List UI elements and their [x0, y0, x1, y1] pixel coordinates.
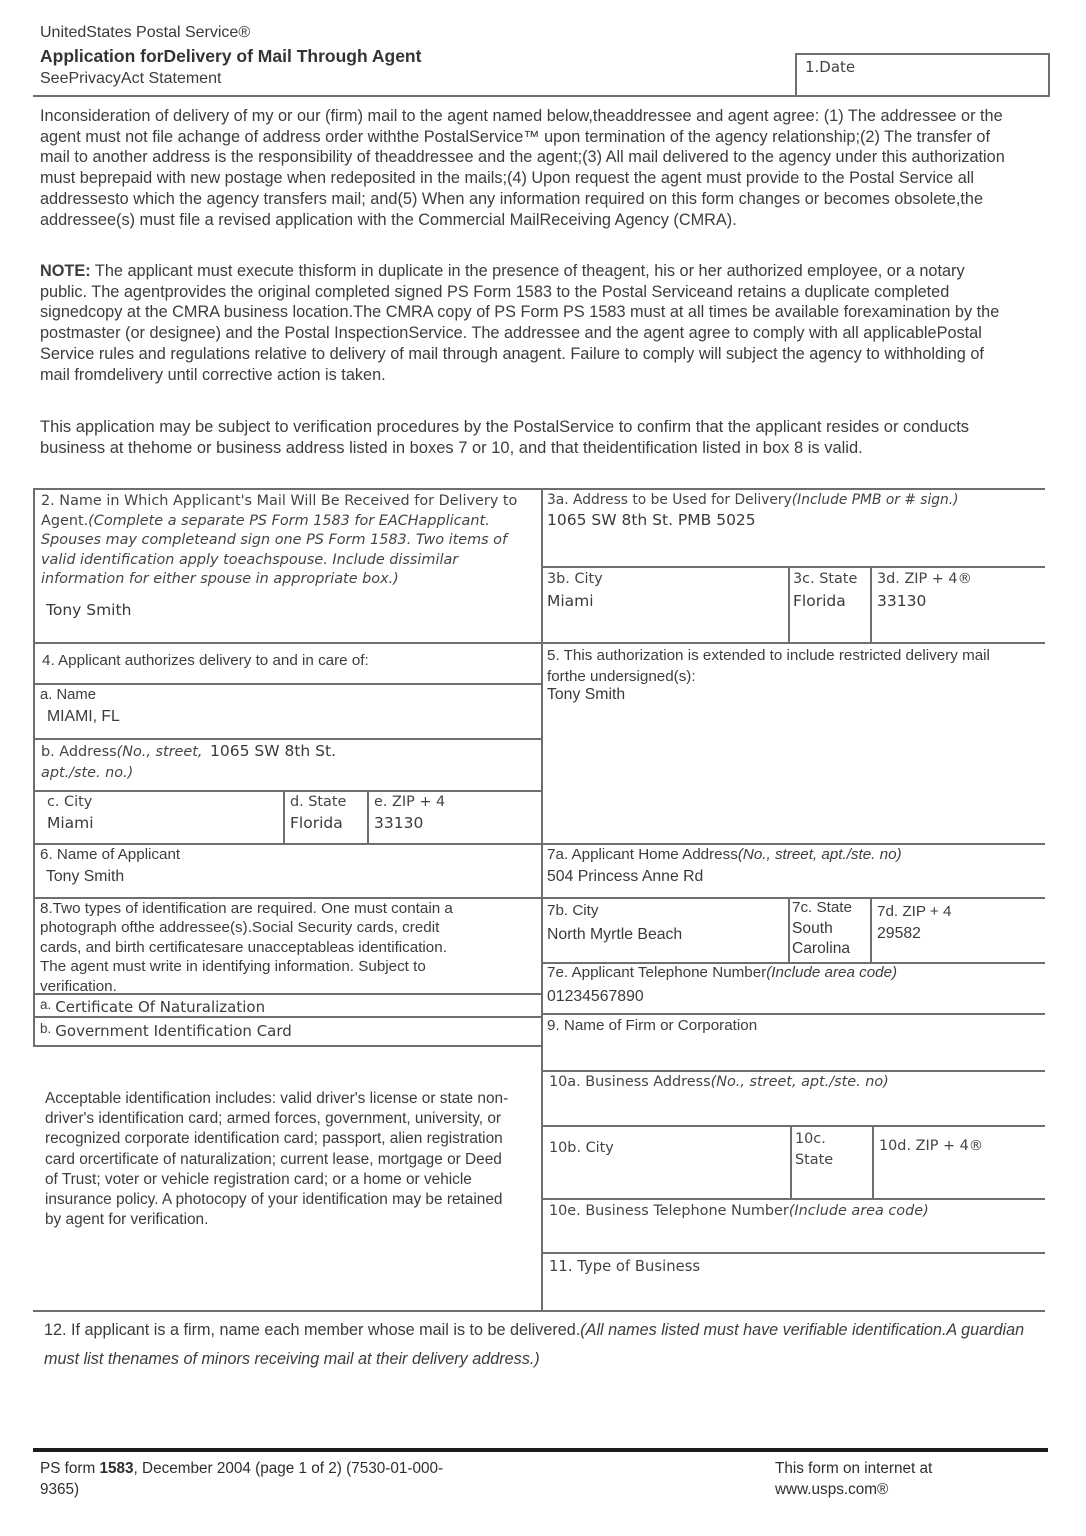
divider	[541, 1070, 1045, 1072]
field-3a-label-text: 3a. Address to be Used for Delivery	[547, 492, 792, 508]
verification-paragraph: This application may be subject to verification procedures by the PostalService to confirm that the applicant resides or conducts business at thehome or business address listed in boxes 7 or 10, and that theidentification listed in box 8 is valid.	[40, 418, 970, 457]
field-10e-label	[549, 1202, 1039, 1222]
field-4e-value[interactable]: 33130	[374, 814, 424, 832]
field-8b[interactable]	[40, 1021, 292, 1041]
acceptable-id-paragraph: Acceptable identification includes: valid driver's license or state non-driver's identification card; armed forces, government, university, or recognized corporate identification card; passport, alien registration card orcertificate of naturalization; current lease, mortgage or Deed of Trust; voter or vehicle registration card; or a home or vehicle insurance policy. A photocopy of your identification may be retained by agent for verification.	[45, 1090, 509, 1229]
field-8a-prefix: a.	[40, 997, 52, 1012]
field-7b-label: 7b. City	[547, 902, 599, 919]
field-10e-label-text: 10e. Business Telephone Number	[549, 1203, 789, 1219]
field-2-label	[41, 492, 535, 590]
field-7a-value[interactable]: 504 Princess Anne Rd	[547, 868, 704, 885]
field-4b-label-text: b. Address	[41, 744, 117, 760]
field-6-label: 6. Name of Applicant	[40, 846, 181, 863]
field-7e-label	[547, 964, 897, 981]
field-8b-label: Government Identification Card	[55, 1022, 292, 1040]
divider	[870, 897, 872, 962]
field-4-label: 4. Applicant authorizes delivery to and in care of:	[42, 652, 369, 669]
divider	[33, 95, 1048, 97]
note-label: NOTE:	[40, 262, 91, 280]
divider	[283, 790, 285, 843]
footer-form-id	[40, 1458, 445, 1500]
field-7a-label	[547, 846, 902, 863]
footer-form-id-prefix: PS form	[40, 1460, 100, 1477]
field-7e-label-italic: (Include area code)	[766, 964, 898, 981]
agreement-paragraph: Inconsideration of delivery of my or our (firm) mail to the agent named below,theaddressee and agent agree: (1) The addressee or the agent must not file achange of address order withthe PostalService™ upon termination of the agency relationship;(2) The transfer of mail to another address is the responsibility of theaddressee and the agent;(3) All mail delivered to the agency under this authorization must beprepaid with new postage when redeposited in the mails;(4) Upon request the agent must provide to the Postal Service all addressesto which the agency transfers mail; and(5) When any information required on this form changes or becomes obsolete,the addressee(s) must file a revised application with the Commercial MailReceiving Agency (CMRA).	[40, 107, 1005, 229]
field-10a-label-italic: (No., street, apt./ste. no)	[710, 1074, 889, 1090]
field-4b-label	[41, 742, 211, 783]
field-7e-label-text: 7e. Applicant Telephone Number	[547, 964, 767, 981]
field-7a-label-italic: (No., street, apt./ste. no)	[737, 846, 902, 863]
note-body: The applicant must execute thisform in duplicate in the presence of theagent, his or her authorized employee, or a notary public. The agentprovides the original completed signed PS Form 1583 to the Postal Serviceand retains a duplicate completed signedcopy at the CMRA business location.The CMRA copy of PS Form PS 1583 must at all times be available forexamination by the postmaster (or designee) and the Postal InspectionService. The addressee and the agent agree to comply with all applicablePostal Service rules and regulations relative to delivery of mail through anagent. Failure to comply will subject the agency to withholding of mail fromdelivery until corrective action is taken.	[40, 262, 1000, 384]
divider	[788, 566, 790, 642]
privacy-statement-link: SeePrivacyAct Statement	[40, 70, 222, 87]
divider	[788, 897, 790, 962]
field-7c-value[interactable]: South Carolina	[792, 920, 851, 957]
divider	[541, 1125, 1045, 1127]
divider	[33, 488, 1045, 490]
divider	[33, 488, 35, 1045]
field-9-label: 9. Name of Firm or Corporation	[547, 1017, 758, 1034]
field-3a-label	[547, 492, 959, 508]
footer-form-id-suffix: , December 2004 (page 1 of 2) (7530-01-000-9365)	[40, 1460, 444, 1498]
field-6-value[interactable]: Tony Smith	[46, 868, 125, 885]
field-3a-value[interactable]: 1065 SW 8th St. PMB 5025	[547, 511, 756, 529]
footer-internet-note: This form on internet at www.usps.com®	[775, 1460, 933, 1498]
footer-form-number: 1583	[99, 1460, 134, 1477]
divider	[541, 566, 1045, 568]
divider	[33, 790, 541, 792]
field-7c-label: 7c. State	[792, 899, 852, 916]
field-11-label: 11. Type of Business	[549, 1258, 701, 1275]
field-10d-label: 10d. ZIP + 4®	[879, 1138, 984, 1154]
field-4b-label-italic: (No., street, apt./ste. no.)	[41, 744, 203, 781]
field-4c-label: c. City	[47, 794, 93, 810]
divider	[872, 1125, 874, 1198]
date-field-label: 1.Date	[805, 58, 856, 76]
field-4a-label: a. Name	[40, 687, 96, 703]
field-4c-value[interactable]: Miami	[47, 814, 94, 832]
field-2-label-text: 2. Name in Which Applicant's Mail Will Be Received for Delivery to Agent.	[41, 493, 518, 529]
field-5-label: 5. This authorization is extended to include restricted delivery mail forthe undersigned(s):	[547, 647, 990, 685]
field-12-label-text: 12. If applicant is a firm, name each member whose mail is to be delivered.	[44, 1321, 581, 1339]
field-2-value[interactable]: Tony Smith	[46, 601, 132, 619]
divider	[367, 790, 369, 843]
field-8a[interactable]	[40, 997, 265, 1017]
divider	[790, 1125, 792, 1198]
divider	[33, 738, 541, 740]
field-8a-label: Certificate Of Naturalization	[55, 998, 266, 1016]
field-4a-value[interactable]: MIAMI, FL	[47, 708, 120, 725]
divider	[541, 1198, 1045, 1200]
field-3b-label: 3b. City	[547, 571, 603, 587]
field-12-label-italic: (All names listed must have verifiable identification.A guardian must list thenames of minors receiving mail at their delivery address.)	[44, 1321, 1025, 1368]
field-4d-label: d. State	[290, 794, 347, 810]
divider	[33, 1045, 541, 1047]
field-3b-value[interactable]: Miami	[547, 592, 594, 610]
page-title: Application forDelivery of Mail Through Agent	[40, 46, 422, 66]
field-2-label-italic: (Complete a separate PS Form 1583 for EACHapplicant. Spouses may completeand sign one PS Form 1583. Two items of valid identification apply toeachspouse. Include dissimilar information for either spouse in appropriate box.)	[41, 512, 508, 588]
divider	[541, 1013, 1045, 1015]
field-10b-label: 10b. City	[549, 1140, 614, 1156]
field-8b-prefix: b.	[40, 1021, 52, 1036]
divider	[541, 1252, 1045, 1254]
field-7b-value[interactable]: North Myrtle Beach	[547, 926, 683, 943]
field-12-label	[44, 1316, 1029, 1374]
divider	[870, 566, 872, 642]
field-4e-label: e. ZIP + 4	[374, 794, 446, 810]
footer-rule	[33, 1448, 1048, 1452]
field-3c-label: 3c. State	[793, 571, 858, 587]
field-7d-label: 7d. ZIP + 4	[877, 903, 952, 920]
field-10c-label: 10c. State	[795, 1131, 834, 1168]
field-3d-label: 3d. ZIP + 4®	[877, 571, 972, 587]
field-3a-label-italic: (Include PMB or # sign.)	[791, 492, 959, 508]
field-5-value[interactable]: Tony Smith	[547, 686, 626, 703]
divider	[541, 488, 543, 1310]
field-7e-value[interactable]: 01234567890	[547, 988, 644, 1005]
field-7d-value[interactable]: 29582	[877, 925, 921, 942]
field-10e-label-italic: (Include area code)	[788, 1203, 929, 1219]
field-8-instructions: 8.Two types of identification are required. One must contain a photograph ofthe addressee(s).Social Security cards, credit cards, and birth certificatesare unacceptableas identification. The agent must write in identifying information. Subject to verification.	[40, 900, 453, 995]
usps-org-name: UnitedStates Postal Service®	[40, 24, 251, 41]
divider	[33, 1310, 1045, 1312]
divider	[33, 683, 541, 685]
note-paragraph	[40, 261, 1015, 385]
field-10a-label-text: 10a. Business Address	[549, 1074, 711, 1090]
field-3c-value[interactable]: Florida	[793, 592, 846, 610]
divider	[33, 642, 1045, 644]
date-field-box[interactable]	[795, 53, 1050, 97]
divider	[33, 843, 1045, 845]
field-4b-value[interactable]: 1065 SW 8th St.	[210, 742, 336, 760]
field-10a-label	[549, 1073, 1039, 1093]
field-4d-value[interactable]: Florida	[290, 814, 343, 832]
field-3d-value[interactable]: 33130	[877, 592, 927, 610]
field-7a-label-text: 7a. Applicant Home Address	[547, 846, 738, 863]
